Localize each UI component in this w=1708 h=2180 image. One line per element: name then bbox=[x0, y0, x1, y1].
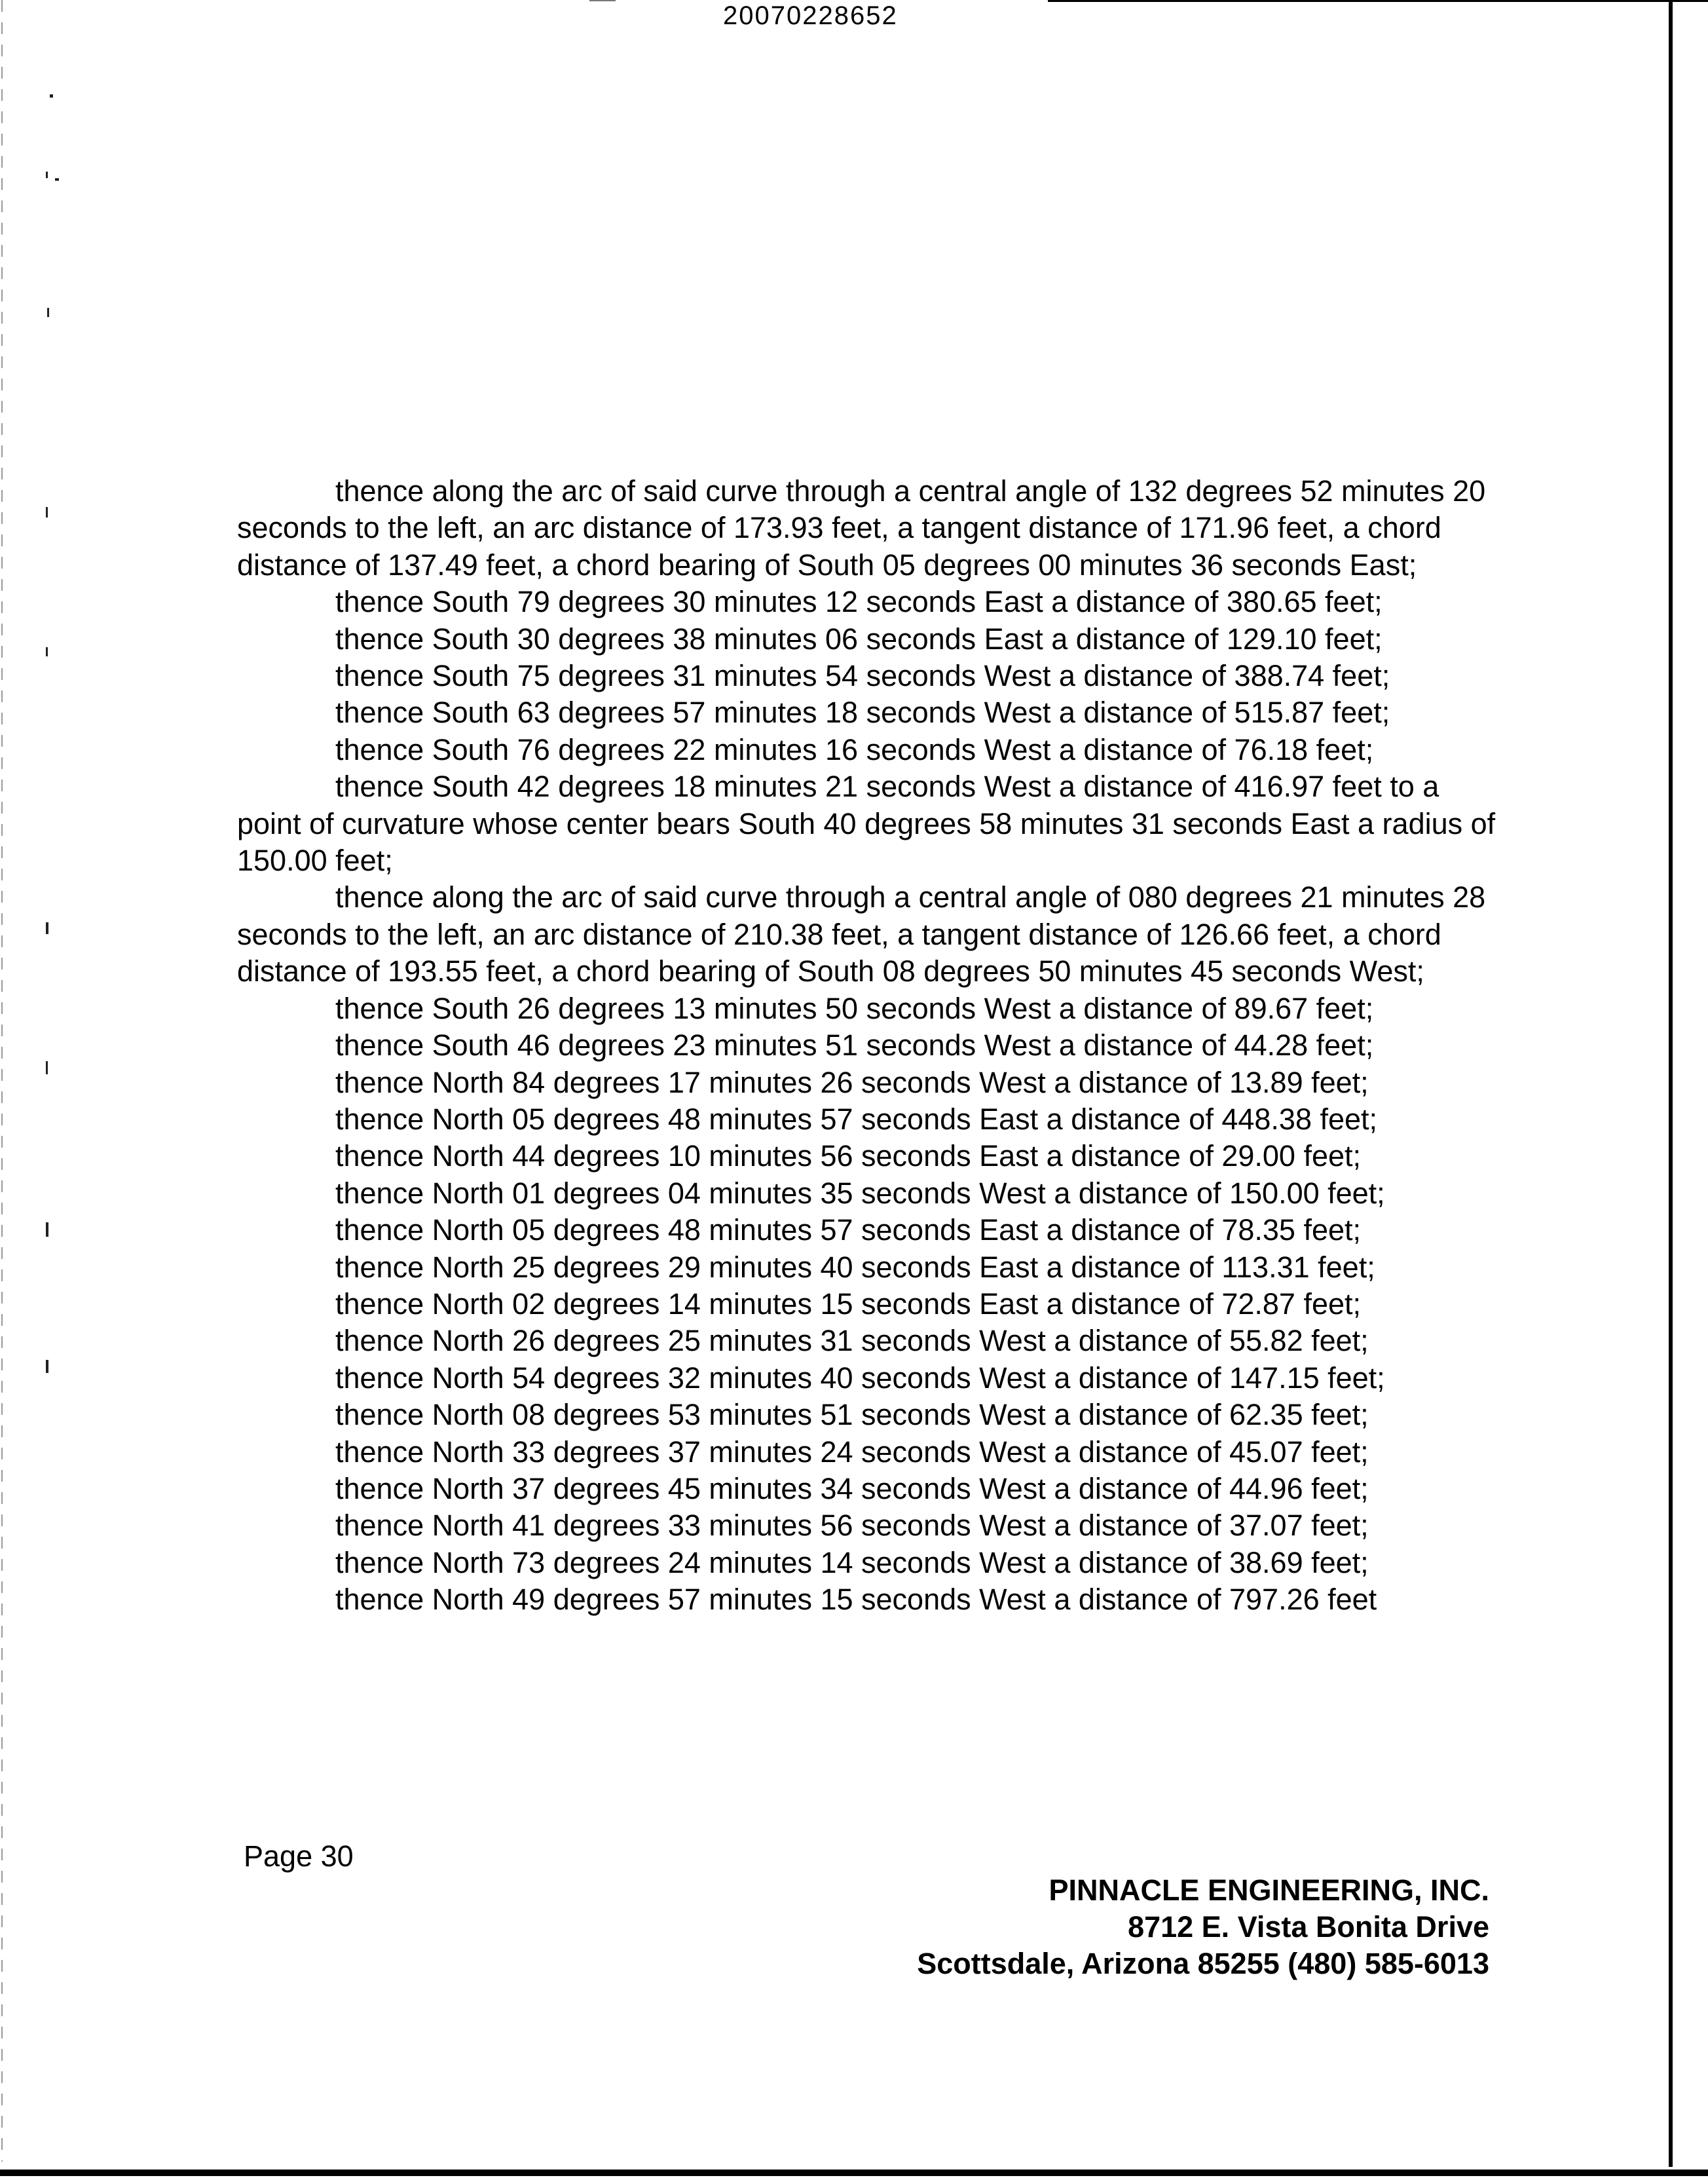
course-list-2 bbox=[237, 732, 1508, 768]
company-city-phone: Scottsdale, Arizona 85255 (480) 585-6013 bbox=[917, 1947, 1489, 1980]
course-line: thence North 05 degrees 48 minutes 57 seconds East a distance of 78.35 feet; bbox=[335, 1213, 1362, 1247]
scan-speck bbox=[46, 1222, 48, 1237]
scan-speck bbox=[55, 178, 59, 181]
scan-speck bbox=[46, 1061, 48, 1074]
course-line: thence South 26 degrees 13 minutes 50 seconds West a distance of 89.67 feet; bbox=[335, 991, 1374, 1025]
course-line: thence North 08 degrees 53 minutes 51 seconds West a distance of 62.35 feet; bbox=[335, 1398, 1369, 1432]
course-line: thence South 46 degrees 23 minutes 51 seconds West a distance of 44.28 feet; bbox=[335, 1028, 1374, 1062]
course-line: thence North 37 degrees 45 minutes 34 seconds West a distance of 44.96 feet; bbox=[335, 1471, 1369, 1505]
legal-description-body bbox=[237, 473, 1508, 1619]
course-line: thence South 79 degrees 30 minutes 12 seconds East a distance of 380.65 feet; bbox=[335, 585, 1383, 619]
scan-speck bbox=[46, 507, 48, 517]
course-line: thence North 41 degrees 33 minutes 56 seconds West a distance of 37.07 feet; bbox=[335, 1509, 1369, 1543]
course-line: thence South 76 degrees 22 minutes 16 seconds West a distance of 76.18 feet; bbox=[335, 732, 1374, 766]
course-line: thence North 33 degrees 37 minutes 24 seconds West a distance of 45.07 feet; bbox=[335, 1435, 1369, 1469]
scan-right-border bbox=[1669, 0, 1673, 2167]
scan-speck bbox=[46, 1360, 48, 1373]
scan-left-edge bbox=[1, 0, 3, 2162]
course-list-3 bbox=[237, 990, 1508, 1619]
course-line: thence North 25 degrees 29 minutes 40 seconds East a distance of 113.31 feet; bbox=[335, 1250, 1375, 1284]
scan-top-mark-left bbox=[589, 0, 616, 1]
scan-speck bbox=[46, 172, 48, 178]
course-list-1 bbox=[237, 584, 1508, 658]
scan-top-border bbox=[1048, 0, 1708, 2]
curve-paragraph-5: thence along the arc of said curve through a central angle of 080 degrees 21 minutes 28 seconds to the left, an arc distance of 210.38 feet, a tangent distance of 126.66 feet, a chord distance of 193.55 feet, a chord bearing of South 08 degrees 50 minutes 45 seconds West; bbox=[237, 880, 1486, 988]
company-address: 8712 E. Vista Bonita Drive bbox=[1128, 1910, 1489, 1944]
course-line: thence North 01 degrees 04 minutes 35 seconds West a distance of 150.00 feet; bbox=[335, 1176, 1385, 1210]
scan-speck bbox=[46, 922, 48, 934]
course-paragraph-3: thence South 63 degrees 57 minutes 18 seconds West a distance of 515.87 feet; bbox=[335, 696, 1390, 730]
page-number: Page 30 bbox=[244, 1839, 354, 1873]
curvature-paragraph-4: thence South 42 degrees 18 minutes 21 seconds West a distance of 416.97 feet to a point of curvature whose center bears South 40 degrees 58 minutes 31 seconds East a radius of 150.00 feet; bbox=[237, 770, 1496, 878]
course-line: thence North 44 degrees 10 minutes 56 seconds East a distance of 29.00 feet; bbox=[335, 1139, 1362, 1173]
course-line: thence North 54 degrees 32 minutes 40 seconds West a distance of 147.15 feet; bbox=[335, 1361, 1385, 1395]
course-line: thence South 30 degrees 38 minutes 06 seconds East a distance of 129.10 feet; bbox=[335, 622, 1383, 656]
scan-bottom-border bbox=[0, 2170, 1708, 2176]
course-line: thence North 26 degrees 25 minutes 31 seconds West a distance of 55.82 feet; bbox=[335, 1324, 1369, 1358]
course-line: thence North 02 degrees 14 minutes 15 seconds East a distance of 72.87 feet; bbox=[335, 1287, 1362, 1321]
company-name: PINNACLE ENGINEERING, INC. bbox=[1049, 1873, 1489, 1907]
scan-speck bbox=[47, 308, 49, 317]
curve-paragraph-1: thence along the arc of said curve through a central angle of 132 degrees 52 minutes 20 seconds to the left, an arc distance of 173.93 feet, a tangent distance of 171.96 feet, a chord distance of 137.49 feet, a chord bearing of South 05 degrees 00 minutes 36 seconds East; bbox=[237, 474, 1486, 582]
scan-speck bbox=[46, 647, 48, 656]
document-number: 20070228652 bbox=[723, 1, 898, 30]
course-line: thence North 84 degrees 17 minutes 26 seconds West a distance of 13.89 feet; bbox=[335, 1065, 1369, 1099]
course-line: thence North 05 degrees 48 minutes 57 seconds East a distance of 448.38 feet; bbox=[335, 1102, 1378, 1136]
course-line: thence North 73 degrees 24 minutes 14 seconds West a distance of 38.69 feet; bbox=[335, 1545, 1369, 1579]
scan-speck bbox=[50, 94, 53, 98]
course-line: thence North 49 degrees 57 minutes 15 seconds West a distance of 797.26 feet bbox=[335, 1583, 1377, 1617]
course-paragraph-2: thence South 75 degrees 31 minutes 54 seconds West a distance of 388.74 feet; bbox=[335, 659, 1390, 693]
company-footer bbox=[917, 1872, 1489, 1982]
